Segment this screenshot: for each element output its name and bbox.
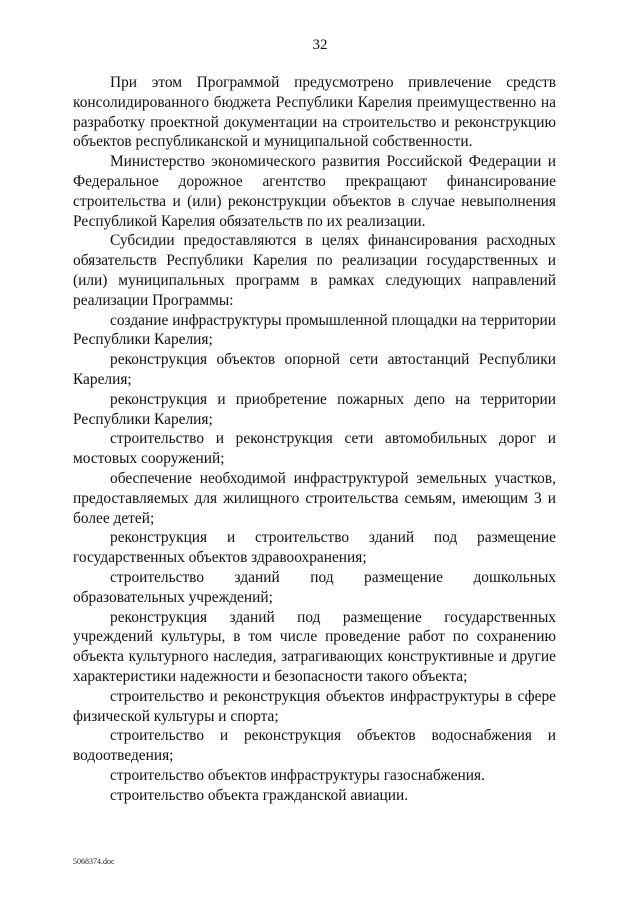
list-item-healthcare: реконструкция и строительство зданий под размещение государственных объектов здравоохранения; bbox=[73, 529, 556, 567]
footer-filename: 5068374.doc bbox=[73, 857, 115, 866]
paragraph-program-funding: При этом Программой предусмотрено привлечение средств консолидированного бюджета Республики Карелия преимущественно на разработку проектной документации на строительство и реконструкцию объектов республиканской и муниципальной собственности. bbox=[73, 74, 556, 151]
list-item-roads-bridges: строительство и реконструкция сети автомобильных дорог и мостовых сооружений; bbox=[73, 430, 556, 468]
list-item-fire-depots: реконструкция и приобретение пожарных депо на территории Республики Карелия; bbox=[73, 390, 556, 428]
list-item-culture: реконструкция зданий под размещение государственных учреждений культуры, в том числе проведение работ по сохранению объекта культурного наследия, затрагивающих конструктивные и другие характеристики надежности и безопасности такого объекта; bbox=[73, 608, 556, 685]
list-item-bus-stations: реконструкция объектов опорной сети автостанций Республики Карелия; bbox=[73, 351, 556, 388]
page-number: 32 bbox=[312, 37, 328, 53]
list-item-preschool: строительство зданий под размещение дошкольных образовательных учреждений; bbox=[73, 568, 556, 606]
paragraph-ministry-financing: Министерство экономического развития Российской Федерации и Федеральное дорожное агентство прекращают финансирование строительства и (или) реконструкции объектов в случае невыполнения Республикой Карелия обязательств по их реализации. bbox=[73, 153, 556, 230]
list-item-gas: строительство объектов инфраструктуры газоснабжения. bbox=[110, 766, 485, 784]
list-item-industrial-site: создание инфраструктуры промышленной площадки на территории Республики Карелия; bbox=[73, 311, 556, 349]
paragraph-subsidies-purpose: Субсидии предоставляются в целях финансирования расходных обязательств Республики Карелия по реализации государственных и (или) муниципальных программ в рамках следующих направлений реализации Программы: bbox=[73, 232, 556, 309]
document-body bbox=[73, 73, 556, 805]
list-item-water: строительство и реконструкция объектов водоснабжения и водоотведения; bbox=[73, 727, 556, 765]
list-item-aviation: строительство объекта гражданской авиации. bbox=[110, 786, 409, 804]
list-item-sports: строительство и реконструкция объектов инфраструктуры в сфере физической культуры и спорта; bbox=[73, 687, 556, 725]
list-item-land-plots: обеспечение необходимой инфраструктурой земельных участков, предоставляемых для жилищного строительства семьям, имеющим 3 и более детей; bbox=[73, 469, 556, 527]
